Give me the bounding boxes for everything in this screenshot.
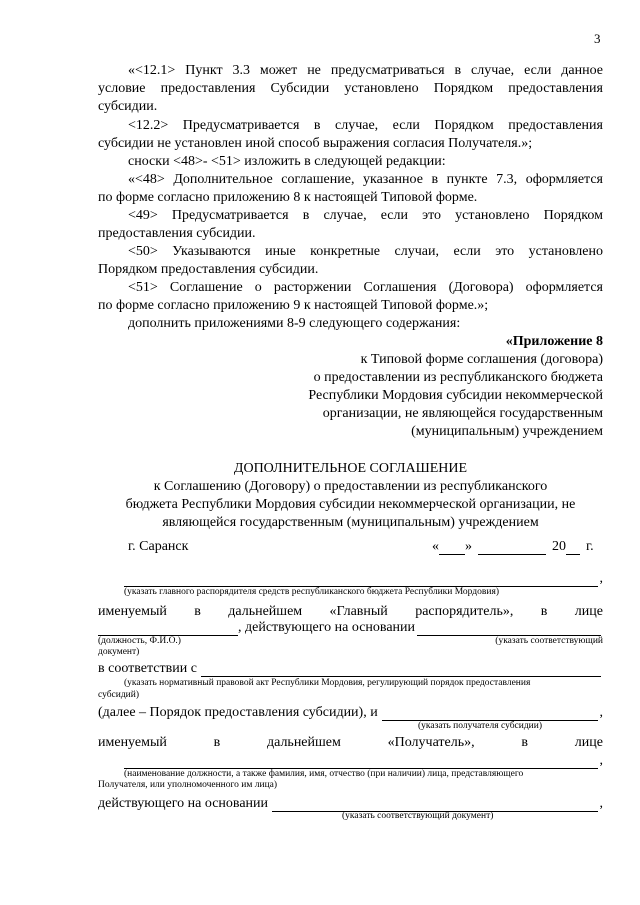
hint-name: (наименование должности, а также фамилия, имя, отчество (при наличии) лица, представляющего xyxy=(124,769,524,779)
paragraph-line: субсидии не установлен иной способ выражения согласия Получателя.»; xyxy=(98,136,533,151)
paragraph-line: <50> Указываются иные конкретные случаи, если это установлено xyxy=(128,244,603,259)
appendix-line: к Типовой форме соглашения (договора) xyxy=(360,352,603,367)
further-order-label: (далее – Порядок предоставления субсидии), и xyxy=(98,705,378,720)
hint-act-cont: субсидий) xyxy=(98,690,140,700)
recipient-blank[interactable] xyxy=(382,707,598,721)
acting-basis-label: , действующего на основании xyxy=(238,620,416,635)
document-subtitle-line: к Соглашению (Договору) о предоставлении из республиканского xyxy=(153,479,548,494)
appendix-line: о предоставлении из республиканского бюджета xyxy=(313,370,603,385)
recipient-line xyxy=(98,704,603,721)
hint-act: (указать нормативный правовой акт Республики Мордовия, регулирующий порядок предоставления xyxy=(124,678,531,688)
appendix-line: (муниципальным) учреждением xyxy=(411,424,603,439)
acting-basis-label: действующего на основании xyxy=(98,796,269,811)
hint-document-cont: документ) xyxy=(98,647,140,657)
hint-document2: (указать соответствующий документ) xyxy=(342,811,494,821)
city-label: г. Саранск xyxy=(128,539,189,554)
word: в xyxy=(213,735,221,750)
act-blank[interactable] xyxy=(201,663,601,677)
word: лице xyxy=(574,735,603,750)
acting-basis-line xyxy=(98,795,603,812)
distributor-line xyxy=(124,570,603,587)
hint-document: (указать соответствующий xyxy=(495,636,603,646)
word: дальнейшем xyxy=(228,604,303,619)
year-blank[interactable] xyxy=(566,541,580,555)
comma: , xyxy=(599,753,603,768)
paragraph-line: субсидии. xyxy=(98,99,158,114)
paragraph-line: «<48> Дополнительное соглашение, указанное в пункте 7.3, оформляется xyxy=(128,172,603,187)
named-line-recipient xyxy=(98,734,603,751)
paragraph-line: дополнить приложениями 8-9 следующего содержания: xyxy=(128,316,461,331)
hint-name-cont: Получателя, или уполномоченного им лица) xyxy=(98,780,278,790)
word: именуемый xyxy=(98,604,167,619)
position-blank[interactable] xyxy=(98,622,238,636)
word: лице xyxy=(574,604,603,619)
paragraph-line: <51> Соглашение о расторжении Соглашения (Договора) оформляется xyxy=(128,280,603,295)
page-number: 3 xyxy=(594,31,601,46)
word: в xyxy=(521,735,529,750)
appendix-line: Республики Мордовия субсидии некоммерческой xyxy=(308,388,603,403)
in-accordance-line xyxy=(98,660,603,677)
month-blank[interactable] xyxy=(478,541,546,555)
position-line xyxy=(98,619,603,636)
hint-recipient: (указать получателя субсидии) xyxy=(418,721,543,731)
basis2-blank[interactable] xyxy=(272,798,597,812)
word: в xyxy=(194,604,201,619)
distributor-blank[interactable] xyxy=(124,573,598,587)
day-blank[interactable] xyxy=(439,541,465,555)
word: в xyxy=(540,604,548,619)
paragraph-line: «<12.1> Пункт 3.3 может не предусматриваться в случае, если данное xyxy=(128,63,603,78)
word: дальнейшем xyxy=(266,735,341,750)
paragraph-line: сноски <48>- <51> изложить в следующей редакции: xyxy=(128,154,446,169)
named-line-distributor xyxy=(98,603,603,620)
document-subtitle-line: являющейся государственным (муниципальным) учреждением xyxy=(162,515,539,530)
paragraph-line: <12.2> Предусматривается в случае, если Порядком предоставления xyxy=(128,118,603,133)
word: именуемый xyxy=(98,735,167,750)
basis-blank[interactable] xyxy=(417,622,601,636)
paragraph-line: по форме согласно приложению 9 к настоящей Типовой форме.»; xyxy=(98,298,489,313)
hint-distributor: (указать главного распорядителя средств республиканского бюджета Республики Мордовия) xyxy=(124,587,499,597)
paragraph-line: предоставления субсидии. xyxy=(98,226,256,241)
word: распорядитель», xyxy=(415,604,514,619)
word: «Главный xyxy=(329,604,388,619)
date-close-quote: » xyxy=(465,539,472,554)
hint-position: (должность, Ф.И.О.) xyxy=(98,636,181,646)
word: «Получатель», xyxy=(387,735,475,750)
comma: , xyxy=(599,571,603,586)
date-line xyxy=(432,538,594,555)
appendix-title: «Приложение 8 xyxy=(505,334,603,349)
paragraph-line: по форме согласно приложению 8 к настоящей Типовой форме. xyxy=(98,190,478,205)
appendix-line: организации, не являющейся государственным xyxy=(322,406,603,421)
representative-blank[interactable] xyxy=(124,755,598,769)
paragraph-line: условие предоставления Субсидии установлено Порядком предоставления xyxy=(98,81,603,96)
year-suffix: г. xyxy=(586,539,594,554)
comma: , xyxy=(599,796,603,811)
date-open-quote: « xyxy=(432,539,439,554)
in-accordance-label: в соответствии с xyxy=(98,661,197,676)
document-subtitle-line: бюджета Республики Мордовия субсидии некоммерческой организации, не xyxy=(125,497,576,512)
year-prefix: 20 xyxy=(552,539,566,554)
paragraph-line: Порядком предоставления субсидии. xyxy=(98,262,319,277)
comma: , xyxy=(599,705,603,720)
paragraph-line: <49> Предусматривается в случае, если это установлено Порядком xyxy=(128,208,603,223)
document-title: ДОПОЛНИТЕЛЬНОЕ СОГЛАШЕНИЕ xyxy=(233,461,468,476)
representative-line xyxy=(124,752,603,769)
